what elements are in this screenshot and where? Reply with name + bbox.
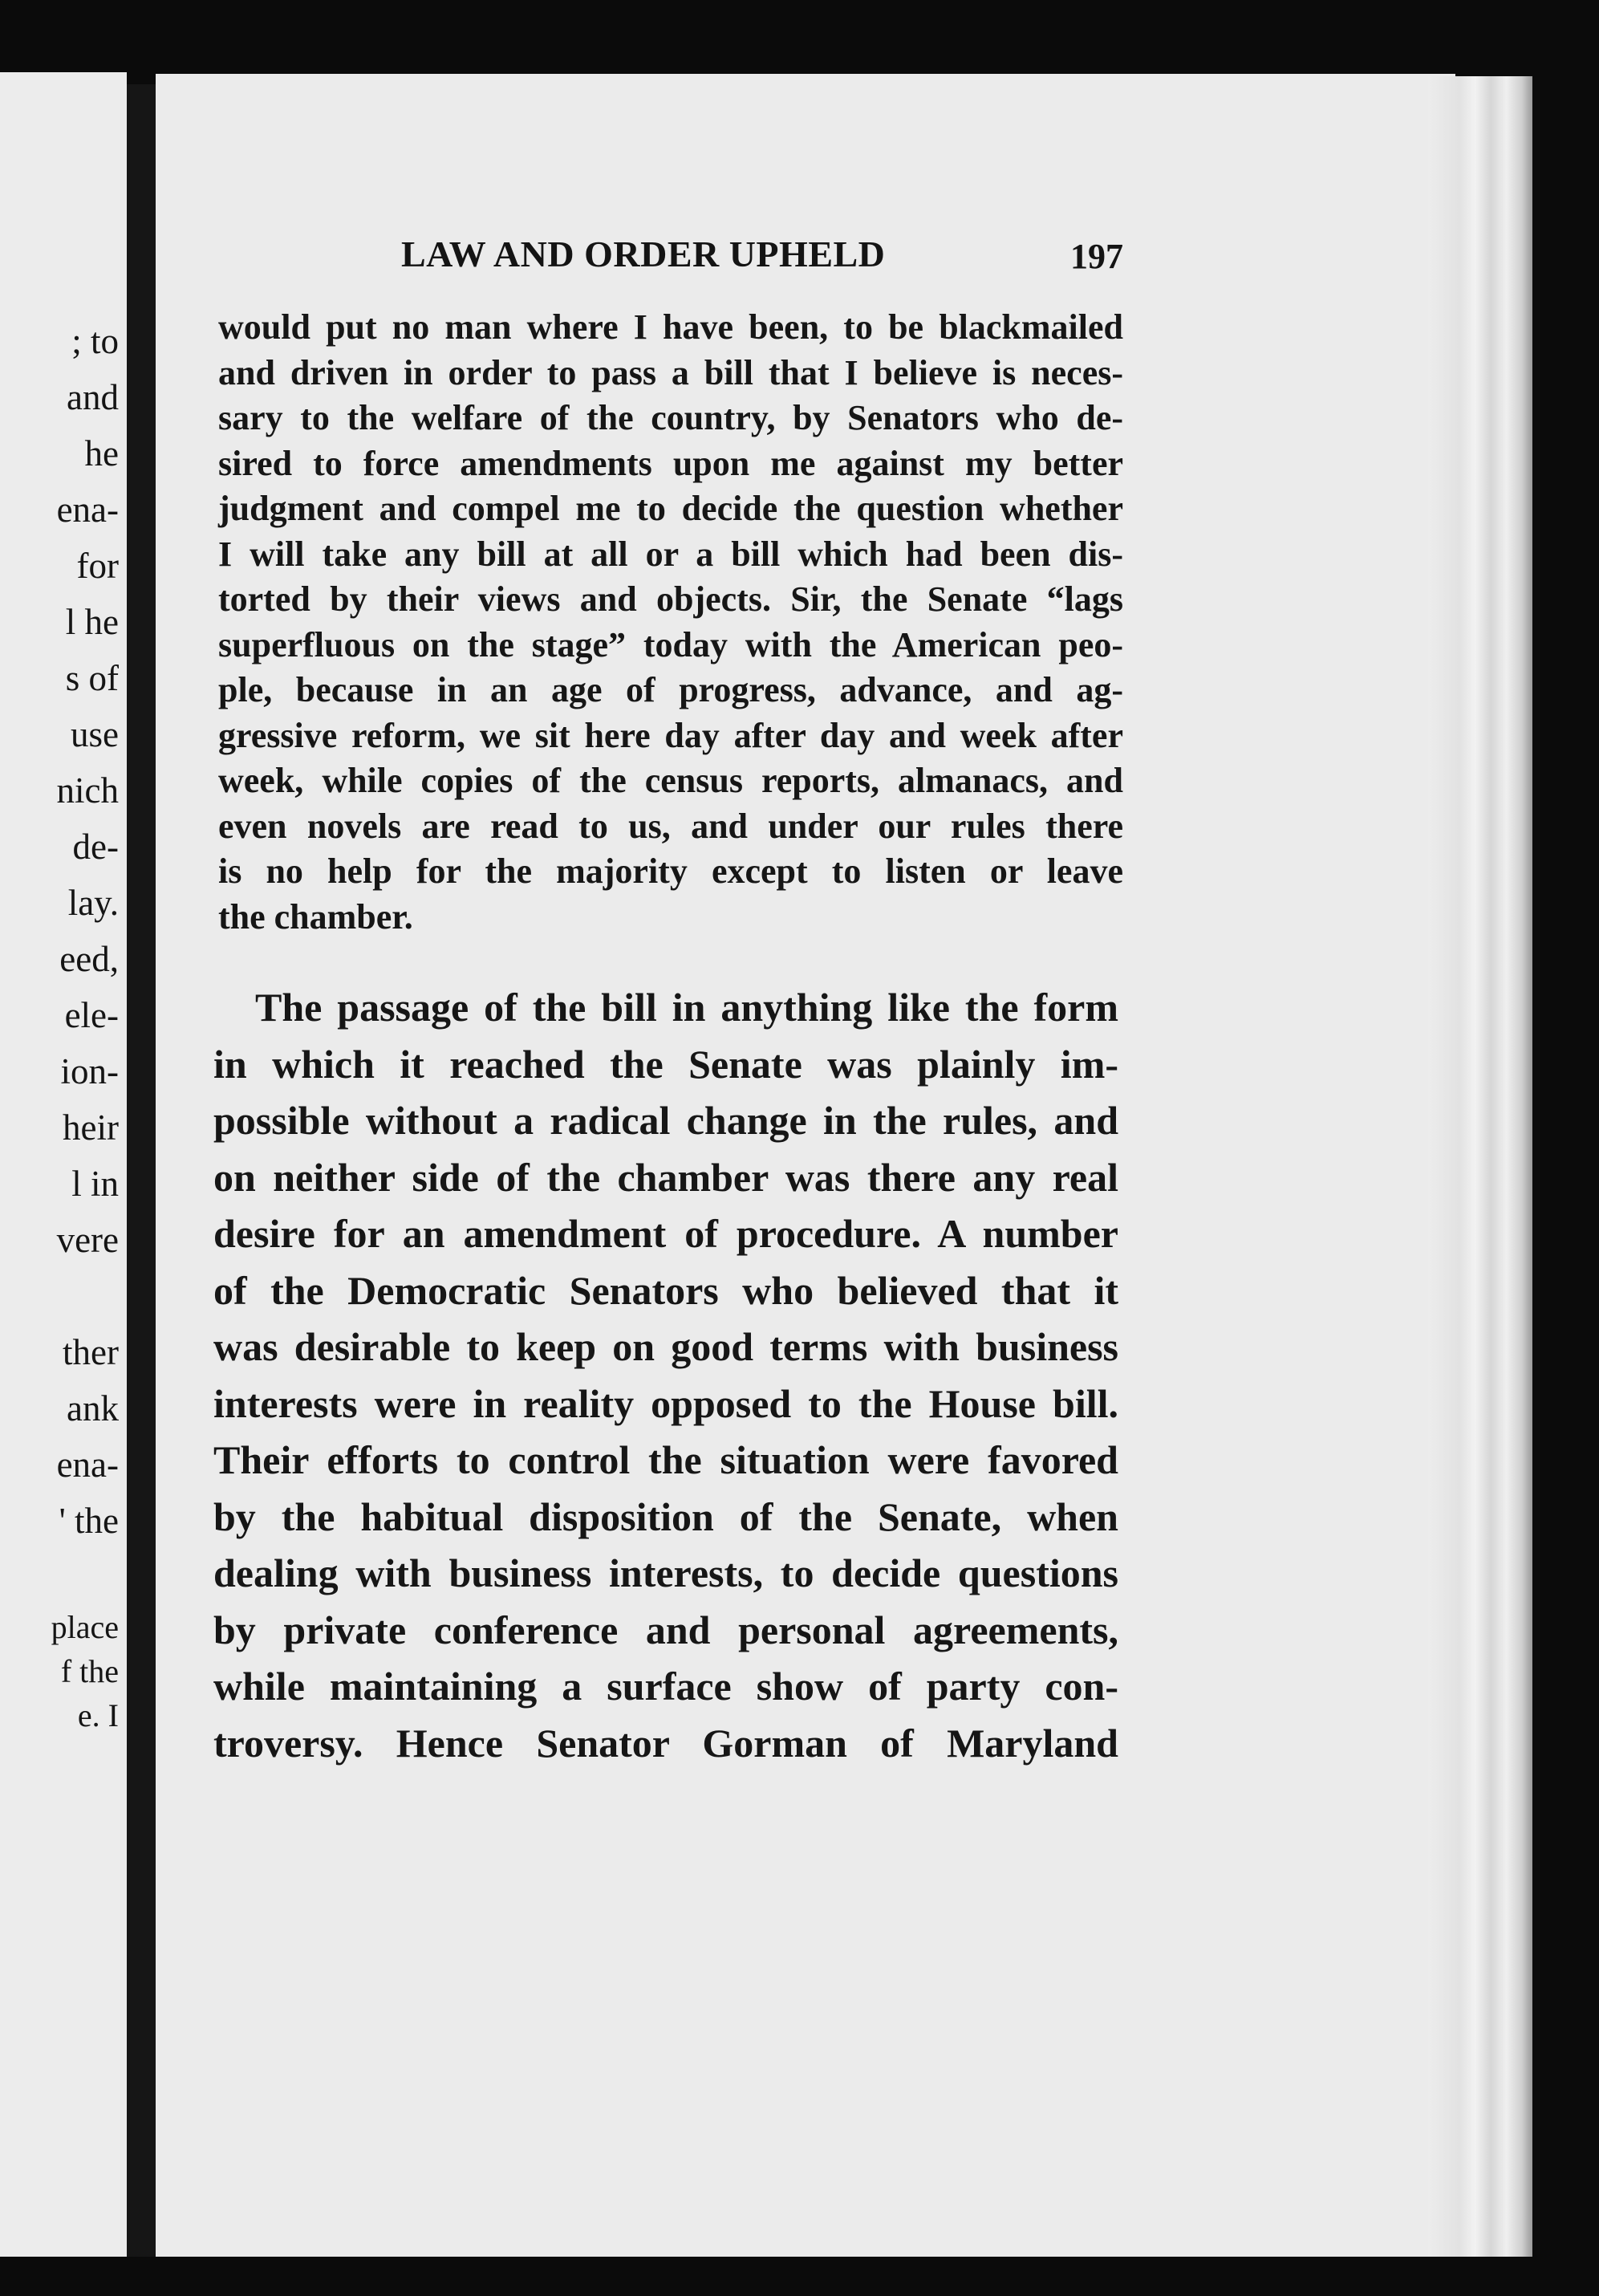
body-line: was desirable to keep on good terms with business (213, 1324, 1118, 1369)
quote-line: ple, because in an age of progress, advance, and ag- (218, 670, 1123, 709)
quote-line: torted by their views and objects. Sir, the Senate “lags (218, 579, 1123, 619)
facing-page-text (51, 313, 119, 1737)
facing-line: for (76, 546, 119, 586)
facing-line: de- (72, 827, 119, 867)
body-line: Their efforts to control the situation were favored (213, 1437, 1118, 1482)
quote-line: judgment and compel me to decide the question whether (218, 489, 1123, 528)
facing-line: l he (65, 602, 119, 642)
body-line: desire for an amendment of procedure. A number (213, 1211, 1118, 1256)
quoted-speech (218, 305, 1123, 940)
body-line: while maintaining a surface show of party con- (213, 1664, 1118, 1709)
quote-line: the chamber. (218, 896, 413, 937)
page-number: 197 (1070, 237, 1123, 276)
quote-line: gressive reform, we sit here day after day and week after (218, 715, 1123, 755)
page-edges (1428, 76, 1532, 2259)
facing-line: ; to (71, 321, 119, 361)
body-line: by private conference and personal agreements, (213, 1607, 1118, 1652)
quote-line: and driven in order to pass a bill that I believe is neces- (218, 352, 1123, 392)
facing-line-gap (51, 1549, 119, 1605)
facing-line: s of (65, 658, 119, 698)
quote-line: is no help for the majority except to listen or leave (218, 851, 1123, 891)
facing-line-gap (51, 1268, 119, 1324)
body-line: The passage of the bill in anything like the form (255, 985, 1118, 1030)
quote-line: would put no man where I have been, to be blackmailed (218, 307, 1123, 347)
facing-line: vere (56, 1220, 119, 1260)
facing-line: heir (63, 1107, 119, 1148)
body-line: interests were in reality opposed to the House bill. (213, 1380, 1118, 1426)
quote-line: sired to force amendments upon me against my better (218, 443, 1123, 483)
facing-line: ena- (56, 490, 119, 530)
running-head (217, 233, 1123, 289)
facing-line: ank (67, 1388, 119, 1428)
facing-line: ' the (59, 1501, 119, 1541)
quote-line: even novels are read to us, and under our rules there (218, 806, 1123, 846)
body-line: possible without a radical change in the rules, and (213, 1098, 1118, 1143)
body-line: in which it reached the Senate was plainly im- (213, 1041, 1118, 1087)
facing-line: he (84, 433, 119, 473)
body-line: by the habitual disposition of the Senate, when (213, 1493, 1118, 1539)
facing-line: ion- (60, 1051, 119, 1091)
body-line: on neither side of the chamber was there any real (213, 1154, 1118, 1200)
facing-line: place (51, 1609, 119, 1645)
body-line: dealing with business interests, to decide questions (213, 1550, 1118, 1595)
facing-line: ther (63, 1332, 119, 1372)
scan-bottom-edge (0, 2257, 1599, 2296)
facing-line: lay. (67, 883, 119, 923)
quote-line: sary to the welfare of the country, by Senators who de- (218, 398, 1123, 437)
running-title: LAW AND ORDER UPHELD (401, 234, 886, 274)
quote-line: week, while copies of the census reports, almanacs, and (218, 761, 1123, 800)
facing-line: and (67, 377, 119, 417)
body-line: of the Democratic Senators who believed that it (213, 1267, 1118, 1313)
facing-line: ele- (64, 995, 119, 1035)
body-paragraph (213, 979, 1118, 1771)
facing-line: e. I (77, 1697, 119, 1733)
facing-line: nich (56, 770, 119, 811)
body-line: troversy. Hence Senator Gorman of Maryland (213, 1720, 1118, 1766)
book-spine (127, 84, 156, 2267)
facing-page (0, 72, 127, 2267)
quote-line: superfluous on the stage” today with the American peo- (218, 624, 1123, 664)
facing-line: f the (60, 1653, 119, 1689)
facing-line: ena- (56, 1445, 119, 1485)
facing-line: l in (71, 1164, 119, 1204)
quote-line: I will take any bill at all or a bill which had been dis- (218, 534, 1123, 574)
facing-line: eed, (59, 939, 119, 979)
facing-line: use (71, 714, 119, 754)
